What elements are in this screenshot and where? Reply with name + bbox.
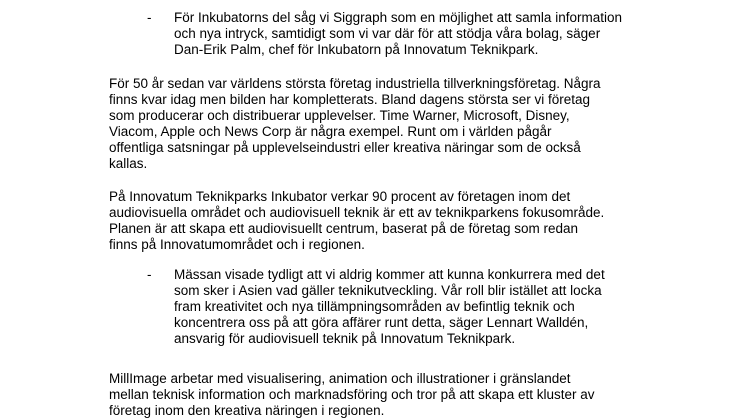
quote-1-line-3: Dan-Erik Palm, chef för Inkubatorn på Innovatum Teknikpark. [174, 42, 539, 57]
quote-1-line-2: och nya intryck, samtidigt som vi var där för att stödja våra bolag, säger [174, 26, 601, 41]
quote-2-line-3: fram kreativitet och nya tillämpningsområden av befintlig teknik och [174, 299, 575, 314]
paragraph-2-line-2: audiovisuella området och audiovisuell teknik är ett av teknikparkens fokusområde. [109, 205, 605, 220]
paragraph-1-line-2: finns kvar idag men bilden har kompletterats. Bland dagens största ser vi företag [109, 92, 591, 107]
bullet-dash: - [147, 10, 152, 25]
quote-1-line-1: För Inkubatorns del såg vi Siggraph som en möjlighet att samla information [174, 10, 622, 25]
quote-2-line-5: ansvarig för audiovisuell teknik på Innovatum Teknikpark. [174, 331, 516, 346]
bullet-dash: - [147, 267, 152, 282]
paragraph-1-line-3: som producerar och distribuerar upplevelser. Time Warner, Microsoft, Disney, [109, 108, 570, 123]
paragraph-1-line-1: För 50 år sedan var världens största företag industriella tillverkningsföretag. Några [109, 76, 601, 91]
quote-2-line-1: Mässan visade tydligt att vi aldrig kommer att kunna konkurrera med det [174, 267, 605, 282]
paragraph-2-line-4: finns på Innovatumområdet och i regionen. [109, 237, 365, 252]
paragraph-1-line-4: Viacom, Apple och News Corp är några exempel. Runt om i världen pågår [109, 124, 552, 139]
paragraph-3-line-2: mellan teknisk information och marknadsföring och tror på att skapa ett kluster av [109, 387, 595, 402]
paragraph-2-line-3: Planen är att skapa ett audiovisuellt centrum, baserat på de företag som redan [109, 221, 579, 236]
paragraph-3-line-1: MillImage arbetar med visualisering, animation och illustrationer i gränslandet [109, 371, 571, 386]
quote-2-line-4: koncentrera oss på att göra affärer runt detta, säger Lennart Walldén, [174, 315, 589, 330]
paragraph-2-line-1: På Innovatum Teknikparks Inkubator verkar 90 procent av företagen inom det [109, 189, 571, 204]
paragraph-1-line-5: offentliga satsningar på upplevelseindustri eller kreativa näringar som de också [109, 140, 581, 155]
quote-2-line-2: som sker i Asien vad gäller teknikutveckling. Vår roll blir istället att locka [174, 283, 602, 298]
paragraph-1-line-6: kallas. [109, 156, 148, 171]
paragraph-3-line-3: företag inom den kreativa näringen i regionen. [109, 403, 385, 418]
